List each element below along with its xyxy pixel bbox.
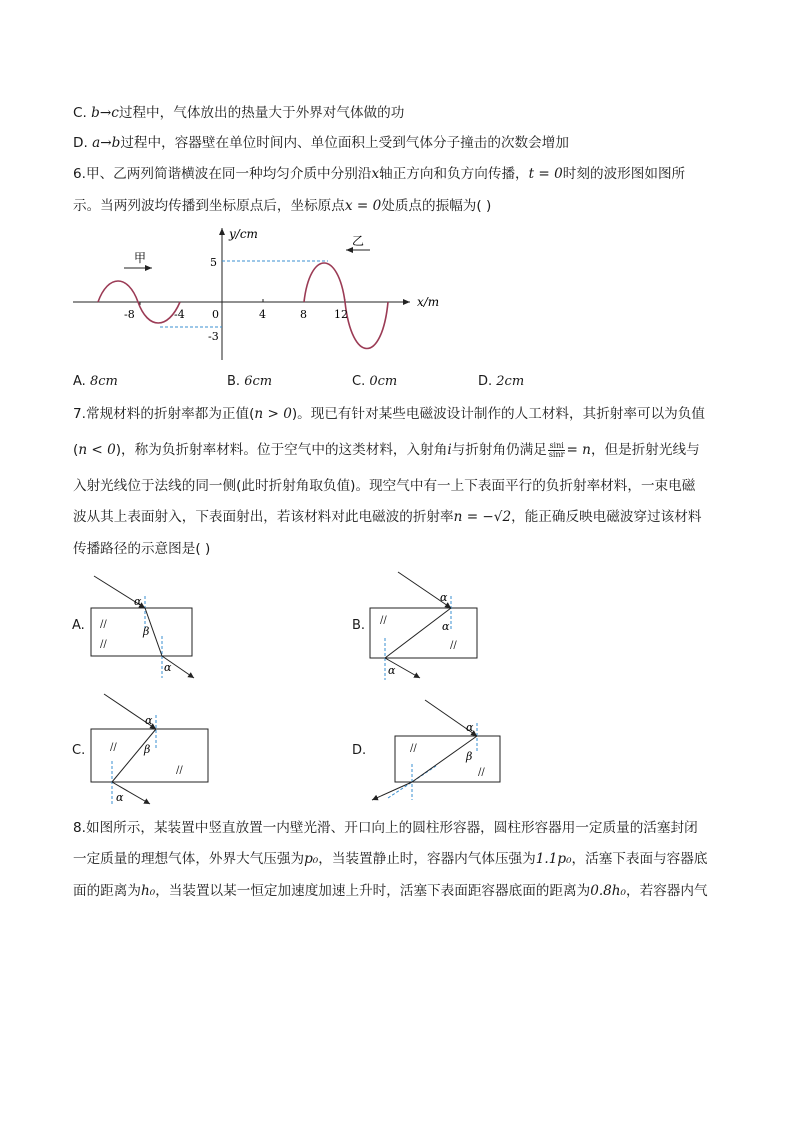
angle-label: α bbox=[466, 721, 474, 734]
stem-text: )。现已有针对某些电磁波设计制作的人工材料，其折射率可以为负值 bbox=[291, 406, 705, 422]
math-expr: t = 0 bbox=[528, 166, 563, 182]
q8-stem-line-1 bbox=[73, 818, 698, 838]
tick-label-neg3: -3 bbox=[208, 330, 219, 343]
stem-text: 处质点的振幅为( ) bbox=[381, 198, 492, 214]
angle-label: β bbox=[143, 625, 150, 638]
stem-text: 波从其上表面射入，下表面射出，若该材料对此电磁波的折射率 bbox=[73, 509, 454, 525]
q8-stem-line-2 bbox=[73, 849, 707, 869]
tick-label-12: 12 bbox=[334, 308, 348, 321]
process-label: a→b bbox=[92, 135, 121, 151]
option-value: 6cm bbox=[244, 374, 273, 389]
option-value: 8cm bbox=[89, 374, 118, 389]
q8-stem-line-3 bbox=[73, 881, 708, 901]
angle-label: α bbox=[388, 664, 396, 677]
stem-text: ，活塞下表面与容器底 bbox=[571, 851, 708, 867]
q6-option-a[interactable] bbox=[73, 373, 118, 391]
option-value: 0cm bbox=[369, 374, 398, 389]
svg-text://: // bbox=[176, 765, 183, 776]
q7-stem-line-1 bbox=[73, 404, 705, 424]
q7-stem-line-5 bbox=[73, 539, 210, 559]
q5-option-c bbox=[73, 103, 404, 123]
svg-text://: // bbox=[450, 640, 457, 651]
q7-diagram-b-letter[interactable]: B. bbox=[352, 618, 366, 633]
option-text: 过程中，气体放出的热量大于外界对气体做的功 bbox=[118, 105, 405, 121]
diagram-d bbox=[372, 700, 500, 800]
q6-stem-line-2 bbox=[73, 196, 491, 216]
math-var: i bbox=[447, 442, 452, 458]
q5-option-d bbox=[73, 133, 569, 153]
angle-label: α bbox=[116, 791, 124, 804]
stem-text: ，当装置静止时，容器内气体压强为 bbox=[318, 851, 536, 867]
stem-text: 6.甲、乙两列简谐横波在同一种均匀介质中分别沿 bbox=[73, 166, 372, 182]
angle-label: α bbox=[145, 714, 153, 727]
stem-text: 8.如图所示，某装置中竖直放置一内壁光滑、开口向上的圆柱形容器，圆柱形容器用一定质量的活塞封闭 bbox=[73, 820, 698, 836]
option-text: 过程中，容器壁在单位时间内、单位面积上受到气体分子撞击的次数会增加 bbox=[120, 135, 569, 151]
diagram-a bbox=[91, 576, 194, 678]
stem-text: ，当装置以某一恒定加速度加速上升时，活塞下表面距容器底面的距离为 bbox=[155, 883, 591, 899]
math-expr: n > 0 bbox=[254, 406, 292, 422]
stem-text: ，能正确反映电磁波穿过该材料 bbox=[511, 509, 702, 525]
option-letter: C. bbox=[73, 105, 92, 121]
tick-label-8: 8 bbox=[300, 308, 307, 321]
angle-label: α bbox=[134, 595, 142, 608]
snell-fraction bbox=[548, 442, 566, 459]
math-var: p₀ bbox=[304, 851, 319, 867]
svg-text://: // bbox=[380, 615, 387, 626]
math-expr: n < 0 bbox=[78, 442, 116, 458]
stem-text: 与折射角仍满足 bbox=[451, 442, 547, 458]
option-letter: D. bbox=[73, 135, 93, 151]
option-letter: B. bbox=[227, 374, 245, 389]
math-expr: n = −√2 bbox=[453, 509, 512, 525]
stem-text: ，但是折射光线与 bbox=[590, 442, 700, 458]
stem-text: ，若容器内气 bbox=[626, 883, 708, 899]
q7-refraction-diagrams bbox=[0, 568, 794, 813]
q7-diagram-d-letter[interactable]: D. bbox=[352, 743, 367, 758]
q7-diagram-a-letter[interactable]: A. bbox=[72, 618, 85, 633]
tick-label-0: 0 bbox=[212, 308, 219, 321]
process-label: b→c bbox=[91, 105, 119, 121]
diagram-b bbox=[370, 572, 477, 680]
q7-diagram-c-letter[interactable]: C. bbox=[72, 743, 86, 758]
q6-option-c[interactable] bbox=[352, 373, 397, 391]
tick-label-4: 4 bbox=[259, 308, 266, 321]
q6-option-b[interactable] bbox=[227, 373, 272, 391]
angle-label: α bbox=[164, 661, 172, 674]
angle-label: α bbox=[442, 620, 450, 633]
stem-text: 入射光线位于法线的同一侧(此时折射角取负值)。现空气中有一上下表面平行的负折射率材料，一束电磁 bbox=[73, 478, 696, 494]
math-expr: 1.1p₀ bbox=[535, 851, 572, 867]
math-var: x bbox=[371, 166, 380, 182]
angle-label: β bbox=[466, 750, 473, 763]
stem-text: 一定质量的理想气体，外界大气压强为 bbox=[73, 851, 305, 867]
fraction-denominator: sinr bbox=[548, 449, 565, 459]
fraction-numerator: sini bbox=[549, 440, 564, 450]
svg-text://: // bbox=[410, 743, 417, 754]
tick-label-neg8: -8 bbox=[124, 308, 135, 321]
stem-text: 时刻的波形图如图所 bbox=[562, 166, 686, 182]
tick-label-5: 5 bbox=[210, 256, 217, 269]
svg-text://: // bbox=[100, 619, 107, 630]
stem-text: 轴正方向和负方向传播， bbox=[379, 166, 529, 182]
svg-text://: // bbox=[110, 742, 117, 753]
q7-stem-line-3 bbox=[73, 476, 695, 496]
stem-text: )，称为负折射率材料。位于空气中的这类材料，入射角 bbox=[115, 442, 448, 458]
y-axis-label: y/cm bbox=[229, 227, 258, 241]
option-letter: D. bbox=[478, 374, 497, 389]
math-expr: = n bbox=[566, 442, 591, 458]
svg-text://: // bbox=[100, 639, 107, 650]
math-expr: x = 0 bbox=[344, 198, 382, 214]
q6-option-d[interactable] bbox=[478, 373, 524, 391]
q6-wave-figure bbox=[0, 222, 794, 372]
wave-a-label: 甲 bbox=[134, 251, 147, 265]
stem-text: 面的距离为 bbox=[73, 883, 141, 899]
angle-label: β bbox=[144, 743, 151, 756]
option-letter: A. bbox=[73, 374, 90, 389]
diagram-c bbox=[91, 694, 208, 806]
q6-stem-line-1 bbox=[73, 164, 685, 184]
stem-text: ( bbox=[73, 442, 79, 458]
math-var: h₀ bbox=[140, 883, 156, 899]
tick-label-neg4: -4 bbox=[174, 308, 185, 321]
svg-text://: // bbox=[478, 767, 485, 778]
stem-text: 7.常规材料的折射率都为正值( bbox=[73, 406, 255, 422]
angle-label: α bbox=[440, 591, 448, 604]
option-value: 2cm bbox=[496, 374, 525, 389]
wave-b-curve bbox=[304, 263, 388, 349]
x-axis-label: x/m bbox=[417, 295, 440, 309]
stem-text: 传播路径的示意图是( ) bbox=[73, 541, 211, 557]
wave-b-label: 乙 bbox=[352, 234, 365, 248]
math-expr: 0.8h₀ bbox=[590, 883, 627, 899]
q7-stem-line-4 bbox=[73, 507, 701, 527]
q7-stem-line-2 bbox=[73, 440, 700, 460]
option-letter: C. bbox=[352, 374, 370, 389]
stem-text: 示。当两列波均传播到坐标原点后，坐标原点 bbox=[73, 198, 345, 214]
